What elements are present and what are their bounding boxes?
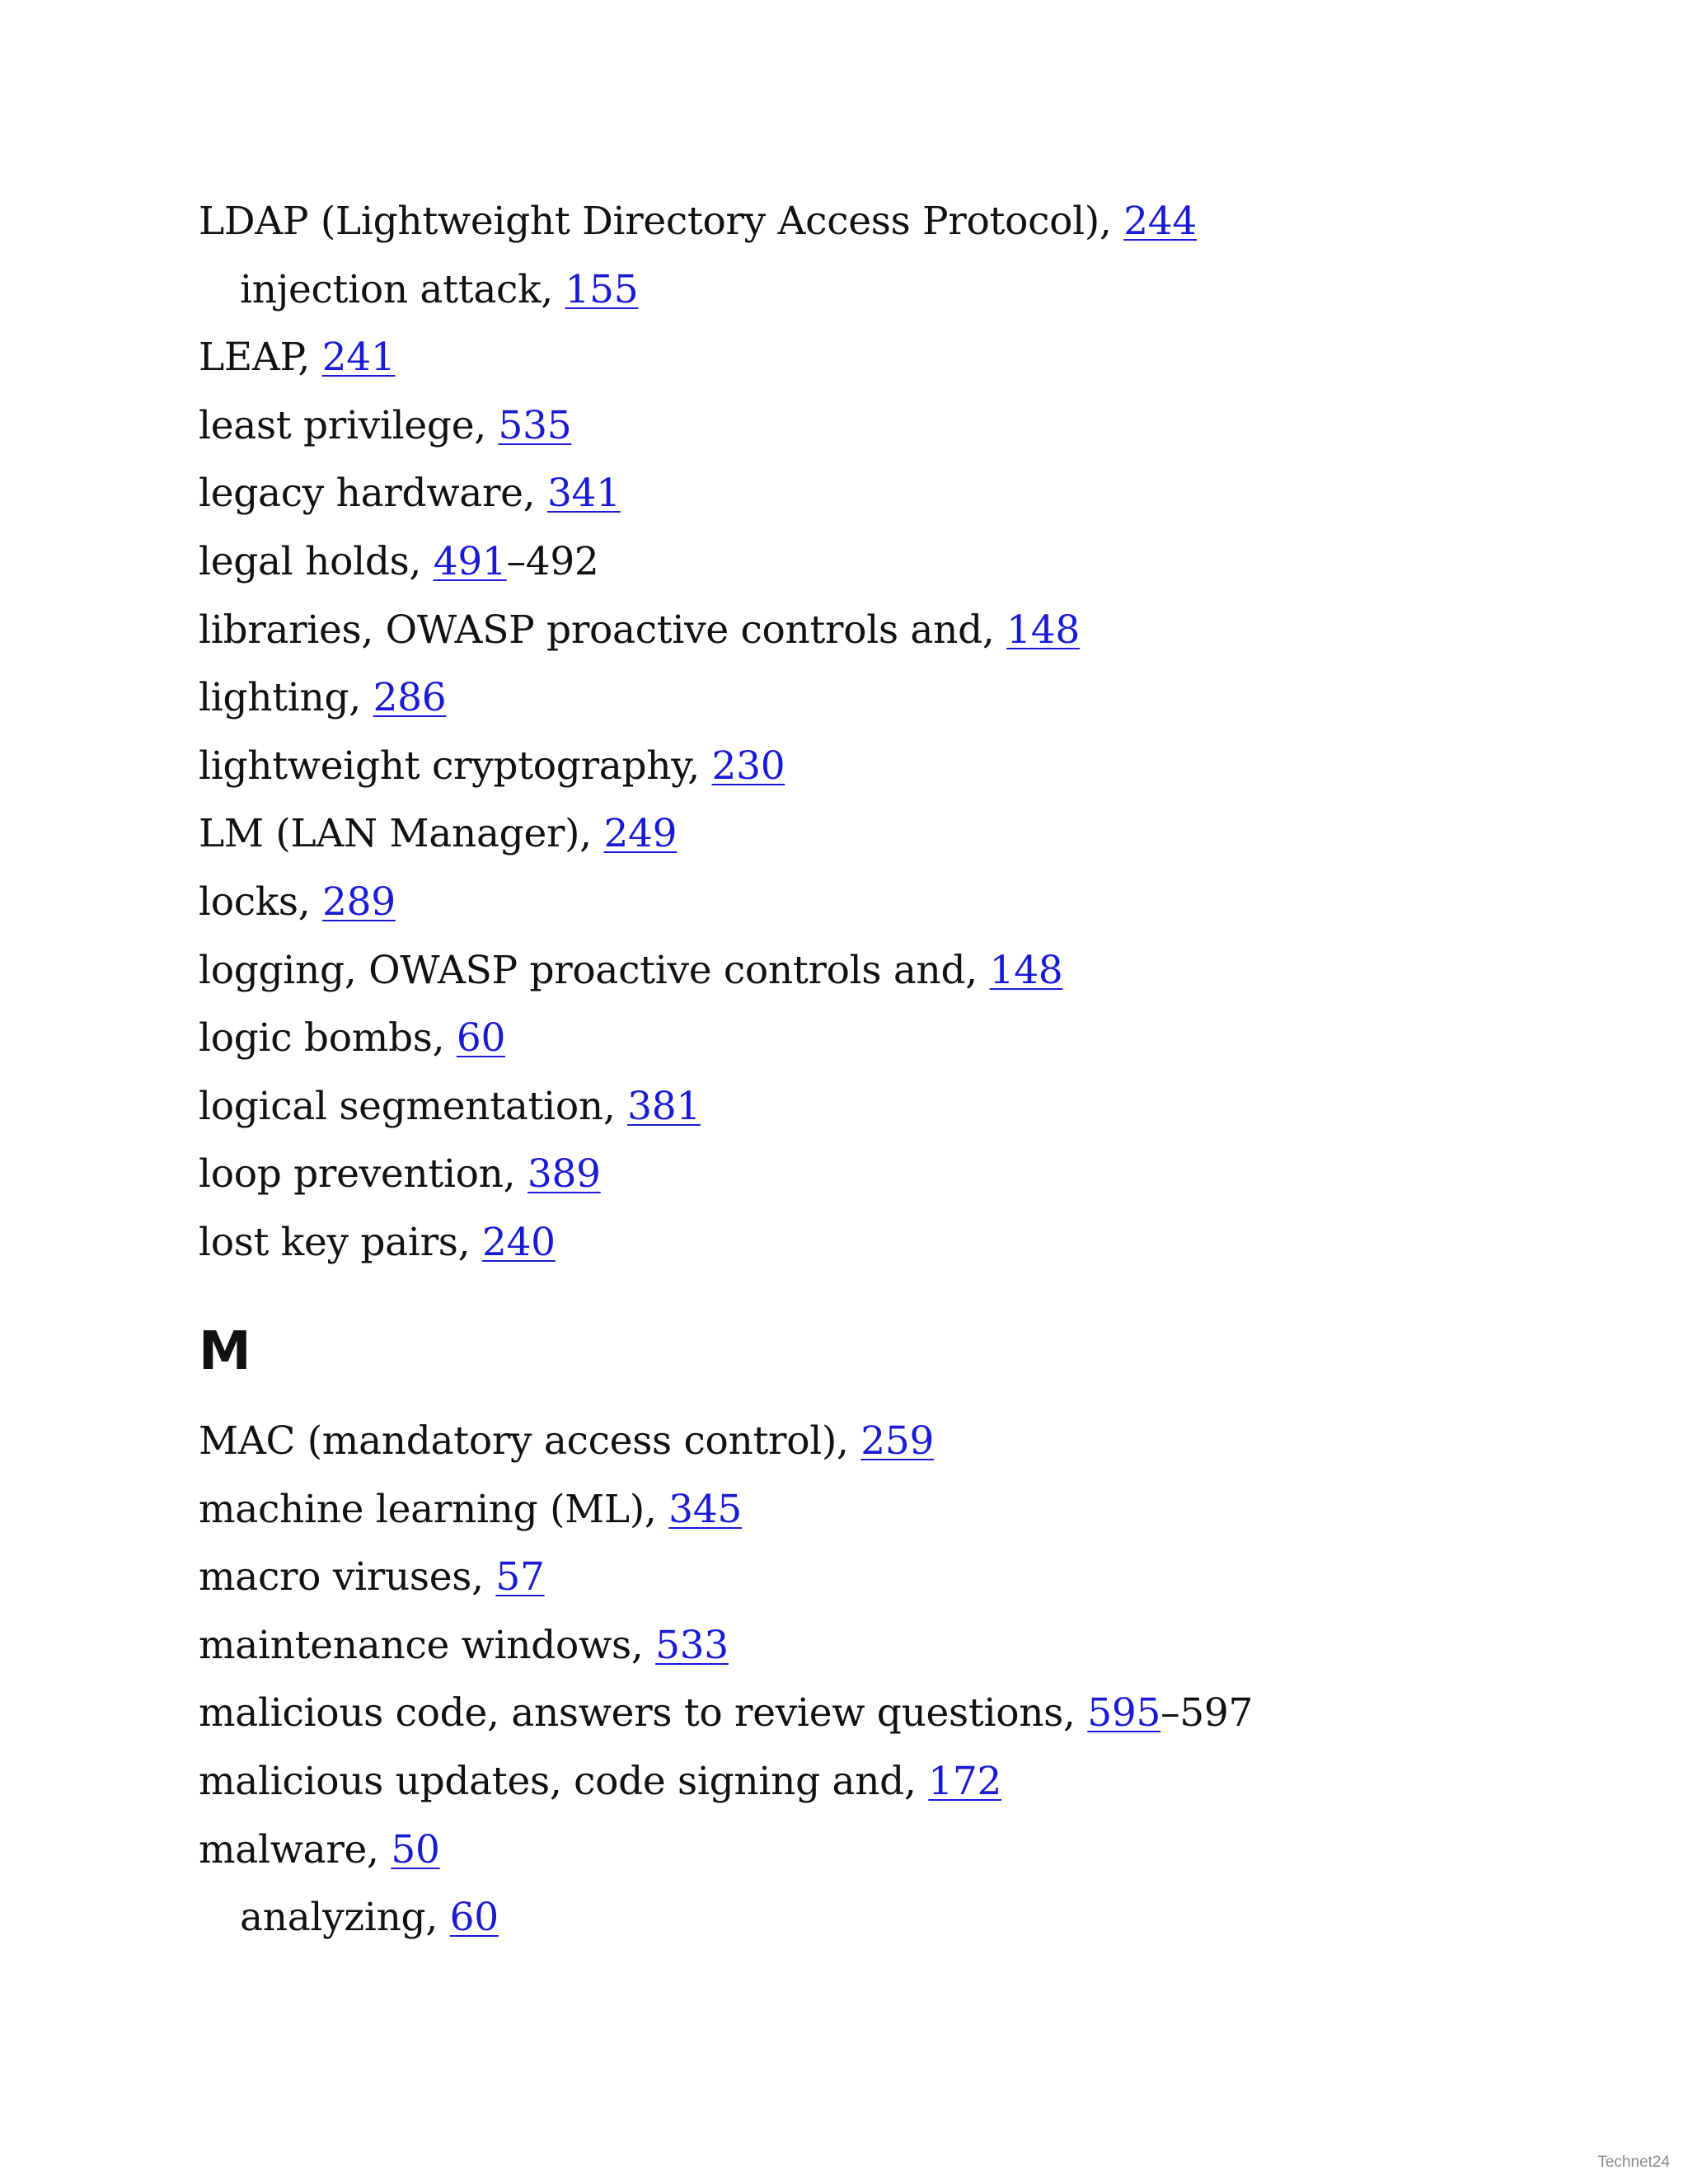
page-link[interactable]: 595 xyxy=(1087,1690,1161,1736)
page-link[interactable]: 50 xyxy=(391,1826,440,1872)
entry-term: locks, xyxy=(199,879,323,925)
entry-term: malicious updates, code signing and, xyxy=(199,1758,929,1804)
page-link[interactable]: 341 xyxy=(546,471,621,517)
entry-term: malware, xyxy=(199,1826,392,1872)
page-link[interactable]: 259 xyxy=(860,1418,935,1464)
page-link[interactable]: 381 xyxy=(627,1083,701,1129)
page-link[interactable]: 244 xyxy=(1123,199,1197,244)
page-link[interactable]: 230 xyxy=(711,743,785,789)
index-list-l xyxy=(199,192,1517,1282)
entry-term: maintenance windows, xyxy=(199,1622,656,1668)
page-link[interactable]: 60 xyxy=(456,1015,506,1062)
index-entry xyxy=(199,1548,1517,1616)
entry-term: LM (LAN Manager), xyxy=(199,811,604,857)
entry-term: analyzing, xyxy=(240,1895,450,1941)
page-link[interactable]: 491 xyxy=(433,538,507,584)
index-entry xyxy=(199,1213,1517,1282)
index-entry xyxy=(199,1145,1517,1213)
page-link[interactable]: 389 xyxy=(527,1151,601,1197)
entry-term: lighting, xyxy=(199,675,373,721)
index-entry xyxy=(199,532,1517,601)
page-link[interactable]: 172 xyxy=(928,1758,1002,1804)
index-entry xyxy=(199,804,1517,873)
page-link[interactable]: 345 xyxy=(668,1486,742,1532)
index-subentry xyxy=(199,1888,1517,1957)
index-entry xyxy=(199,1821,1517,1889)
entry-term: LEAP, xyxy=(199,335,322,381)
index-entry xyxy=(199,396,1517,465)
entry-term: machine learning (ML), xyxy=(199,1486,669,1532)
entry-term: lost key pairs, xyxy=(199,1219,482,1265)
entry-term: legacy hardware, xyxy=(199,471,547,517)
page-link[interactable]: 240 xyxy=(481,1219,556,1265)
entry-term: least privilege, xyxy=(199,402,499,448)
page-link[interactable]: 155 xyxy=(565,266,639,312)
index-entry xyxy=(199,328,1517,396)
index-entry xyxy=(199,1077,1517,1146)
index-entry xyxy=(199,1752,1517,1821)
entry-term: lightweight cryptography, xyxy=(199,743,712,789)
index-entry xyxy=(199,192,1517,260)
index-entry xyxy=(199,873,1517,941)
index-entry xyxy=(199,1480,1517,1549)
entry-term: malicious code, answers to review questions, xyxy=(199,1690,1088,1736)
page-range-end: –492 xyxy=(506,538,599,584)
index-entry xyxy=(199,668,1517,737)
index-list-m xyxy=(199,1412,1517,1957)
entry-term: logging, OWASP proactive controls and, xyxy=(199,947,990,993)
entry-term: injection attack, xyxy=(240,266,565,312)
index-subentry xyxy=(199,260,1517,329)
index-entry xyxy=(199,941,1517,1010)
page-link[interactable]: 249 xyxy=(603,811,678,857)
page-link[interactable]: 148 xyxy=(1006,607,1080,653)
entry-term: legal holds, xyxy=(199,538,434,584)
page-link[interactable]: 57 xyxy=(495,1554,545,1601)
page-link[interactable]: 289 xyxy=(322,879,396,925)
index-entry xyxy=(199,1684,1517,1752)
section-heading-m: M xyxy=(199,1321,251,1382)
index-entry xyxy=(199,601,1517,669)
entry-term: LDAP (Lightweight Directory Access Protocol), xyxy=(199,199,1124,244)
watermark: Technet24 xyxy=(1597,2154,1670,2171)
entry-term: MAC (mandatory access control), xyxy=(199,1418,861,1464)
page-link[interactable]: 148 xyxy=(989,947,1063,993)
page-link[interactable]: 286 xyxy=(373,675,447,721)
entry-term: libraries, OWASP proactive controls and, xyxy=(199,607,1007,653)
page-link[interactable]: 533 xyxy=(655,1622,729,1668)
index-entry xyxy=(199,737,1517,805)
index-entry xyxy=(199,1616,1517,1685)
entry-term: macro viruses, xyxy=(199,1554,496,1601)
page-range-end: –597 xyxy=(1160,1690,1254,1736)
entry-term: logic bombs, xyxy=(199,1015,457,1062)
index-entry xyxy=(199,1009,1517,1077)
page-link[interactable]: 60 xyxy=(449,1895,499,1941)
index-entry xyxy=(199,464,1517,532)
page-link[interactable]: 535 xyxy=(498,402,572,448)
entry-term: logical segmentation, xyxy=(199,1083,628,1129)
page-link[interactable]: 241 xyxy=(321,335,396,381)
index-entry xyxy=(199,1412,1517,1480)
entry-term: loop prevention, xyxy=(199,1151,528,1197)
